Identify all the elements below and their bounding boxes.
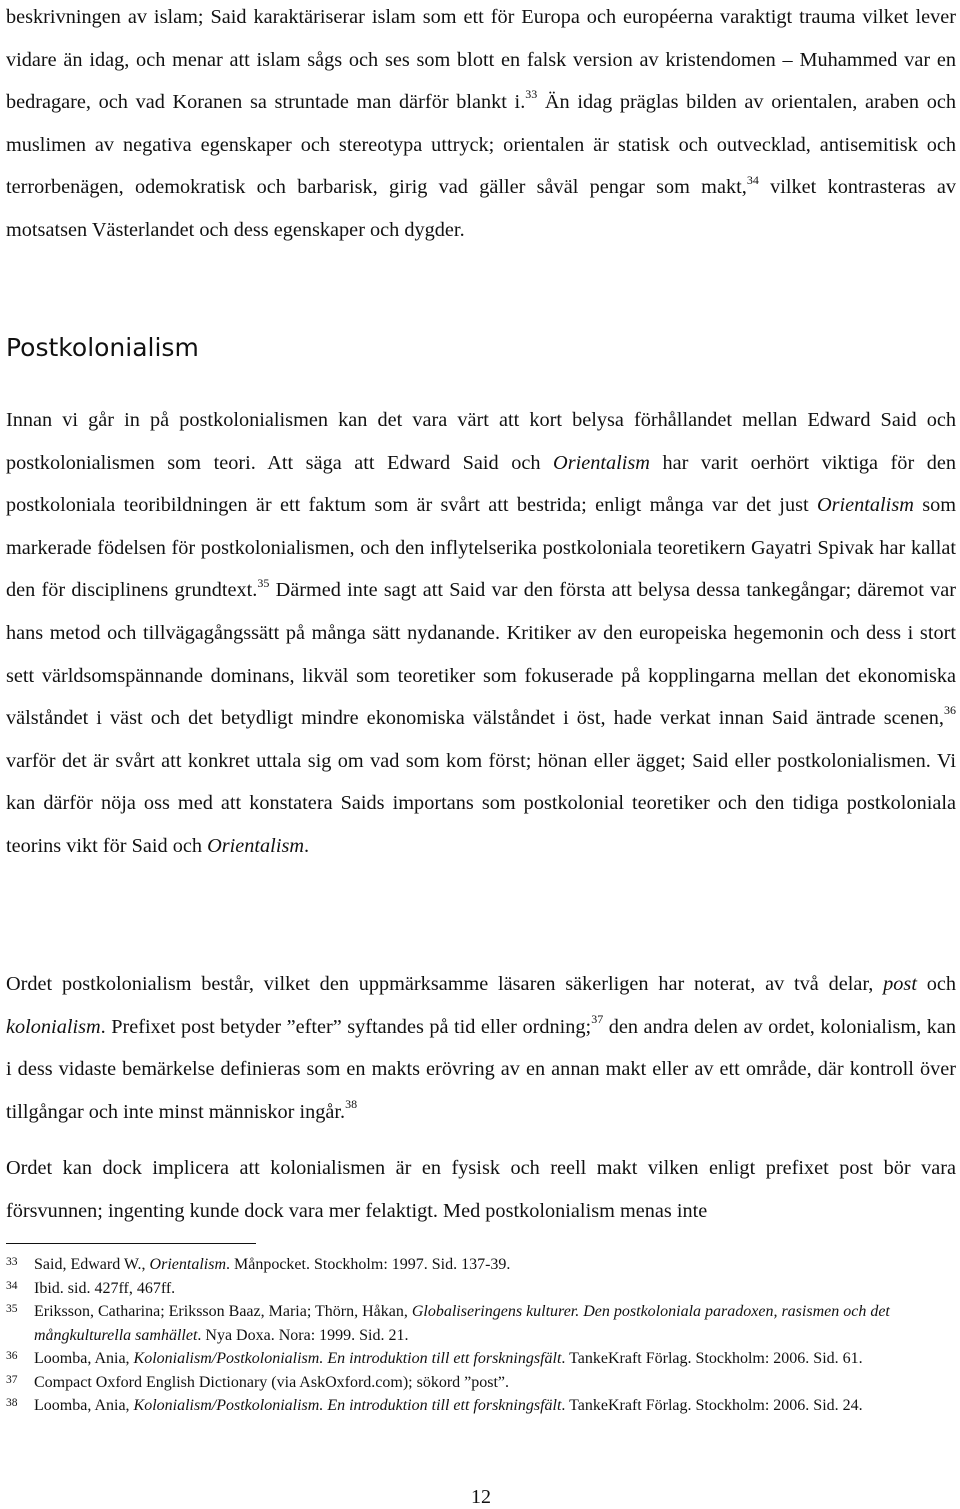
- document-page: [6, 0, 956, 1509]
- footnote-number: 35: [6, 1303, 18, 1315]
- footnote-number: 33: [6, 1256, 18, 1268]
- footnote-text: Said, Edward W., Orientalism. Månpocket. Stockholm: 1997. Sid. 137-39.: [34, 1256, 511, 1273]
- body-paragraph-1: [6, 399, 956, 868]
- page-number: 12: [471, 1486, 491, 1508]
- text-run: vilket kontrasteras av motsatsen Västerlandet och dess egenskaper och dygder.: [6, 176, 956, 241]
- footnote-35: [6, 1300, 956, 1347]
- footnote-33: [6, 1253, 956, 1277]
- text-run: Ordet kan dock implicera att kolonialismen är en fysisk och reell makt vilken enligt prefixet post bör vara försvunnen; ingenting kunde dock vara mer felaktigt. Med postkolonialism menas inte: [6, 1157, 956, 1222]
- section-heading: Postkolonialism: [6, 333, 199, 362]
- text-run: som markerade födelsen för postkolonialismen, och den inflytelserika postkoloniala teoretikern Gayatri Spivak har kallat den för disciplinens grundtext.: [6, 494, 956, 602]
- italic-title: Orientalism: [816, 494, 914, 517]
- italic-term: kolonialism: [6, 1015, 101, 1038]
- footnote-divider: [6, 1243, 256, 1244]
- text-run: Än idag präglas bilden av orientalen, araben och muslimen av negativa egenskaper och stereotypa uttryck; orientalen är statisk och outvecklad, antisemitisk och terrorbenägen, odemokratisk och barbarisk, girig vad gäller såväl pengar som makt,: [6, 91, 956, 199]
- text-run: har varit oerhört viktiga för den postkoloniala teoribildningen är ett faktum som är svårt att bestrida; enligt många var det just: [6, 451, 957, 517]
- footnote-text: Ibid. sid. 427ff, 467ff.: [34, 1279, 176, 1297]
- text-run: varför det är svårt att konkret uttala sig om vad som kom först; hönan eller ägget; Said eller postkolonialismen. Vi kan därför nöja oss med att konstatera Saids importans som postkolonial teoretiker och den tidiga postkoloniala teorins vikt för Said och: [6, 749, 956, 857]
- body-paragraph-3: [6, 1147, 956, 1232]
- footnote-number: 37: [6, 1373, 18, 1386]
- text-run: och: [916, 973, 956, 995]
- footnotes: [6, 1253, 956, 1418]
- footnote-number: 38: [6, 1397, 18, 1409]
- footnote-number: 34: [6, 1279, 18, 1292]
- footnote-ref-37[interactable]: 37: [591, 1011, 604, 1026]
- italic-title: Orientalism: [207, 834, 304, 857]
- footnote-ref-35[interactable]: 35: [257, 575, 270, 590]
- text-run: .: [304, 834, 310, 857]
- italic-title: Orientalism: [553, 451, 650, 474]
- text-run: Ordet postkolonialism består, vilket den uppmärksamme läsaren säkerligen har noterat, av två delar,: [6, 973, 884, 995]
- text-run: beskrivningen av islam; Said karaktäriserar islam som ett för Europa och européerna varaktigt trauma vilket lever vidare än idag, och menar att islam sågs och ses som blott en falsk version av kristendomen – Muhammed var en bedragare, och vad Koranen sa struntade man därför blankt i.: [6, 6, 956, 114]
- text-run: den andra delen av ordet, kolonialism, kan i dess vidaste bemärkelse definieras som en makts erövring av en annan makt eller av ett område, där kontroll över tillgångar och inte minst människor ingår.: [6, 1015, 956, 1123]
- footnote-number: 36: [6, 1350, 18, 1362]
- footnote-text: Loomba, Ania, Kolonialism/Postkolonialism. En introduktion till ett forskningsfält. TankeKraft Förlag. Stockholm: 2006. Sid. 24.: [34, 1397, 863, 1414]
- text-run: Innan vi går in på postkolonialismen kan det vara värt att kort belysa förhållandet mellan Edward Said och postkolonialismen som teori. Att säga att Edward Said och: [6, 409, 956, 474]
- footnote-text: Eriksson, Catharina; Eriksson Baaz, Maria; Thörn, Håkan, Globaliseringens kulturer. Den postkoloniala paradoxen, rasismen och det mångkulturella samhället. Nya Doxa. Nora: 1999. Sid. 21.: [34, 1303, 890, 1344]
- footnote-36: [6, 1347, 956, 1371]
- footnote-38: [6, 1394, 956, 1418]
- text-run: Därmed inte sagt att Said var den första att belysa dessa tankegångar; däremot var hans metod och tillvägagångssätt på många sätt nydanande. Kritiker av den europeiska hegemonin och dess i stort sett världsomspännande dominans, likväl som teoretiker som fokuserade på kopplingarna mellan det ekonomiska välståndet i väst och det betydligt mindre ekonomiska välståndet i öst, hade verkat innan Said äntrade scenen,: [6, 579, 956, 730]
- body-paragraph-intro: [6, 0, 956, 252]
- footnote-ref-38[interactable]: 38: [345, 1097, 358, 1112]
- body-paragraph-2: [6, 963, 956, 1133]
- footnote-ref-36[interactable]: 36: [944, 703, 956, 718]
- footnote-text: Loomba, Ania, Kolonialism/Postkolonialism. En introduktion till ett forskningsfält. TankeKraft Förlag. Stockholm: 2006. Sid. 61.: [34, 1350, 863, 1367]
- footnote-text: Compact Oxford English Dictionary (via AskOxford.com); sökord ”post”.: [34, 1373, 510, 1391]
- footnote-37: [6, 1371, 956, 1395]
- footnote-34: [6, 1277, 956, 1301]
- footnote-ref-33[interactable]: 33: [525, 87, 538, 102]
- italic-term: post: [883, 973, 917, 995]
- text-run: . Prefixet post betyder ”efter” syftandes på tid eller ordning;: [100, 1015, 592, 1038]
- footnote-ref-34[interactable]: 34: [746, 172, 759, 187]
